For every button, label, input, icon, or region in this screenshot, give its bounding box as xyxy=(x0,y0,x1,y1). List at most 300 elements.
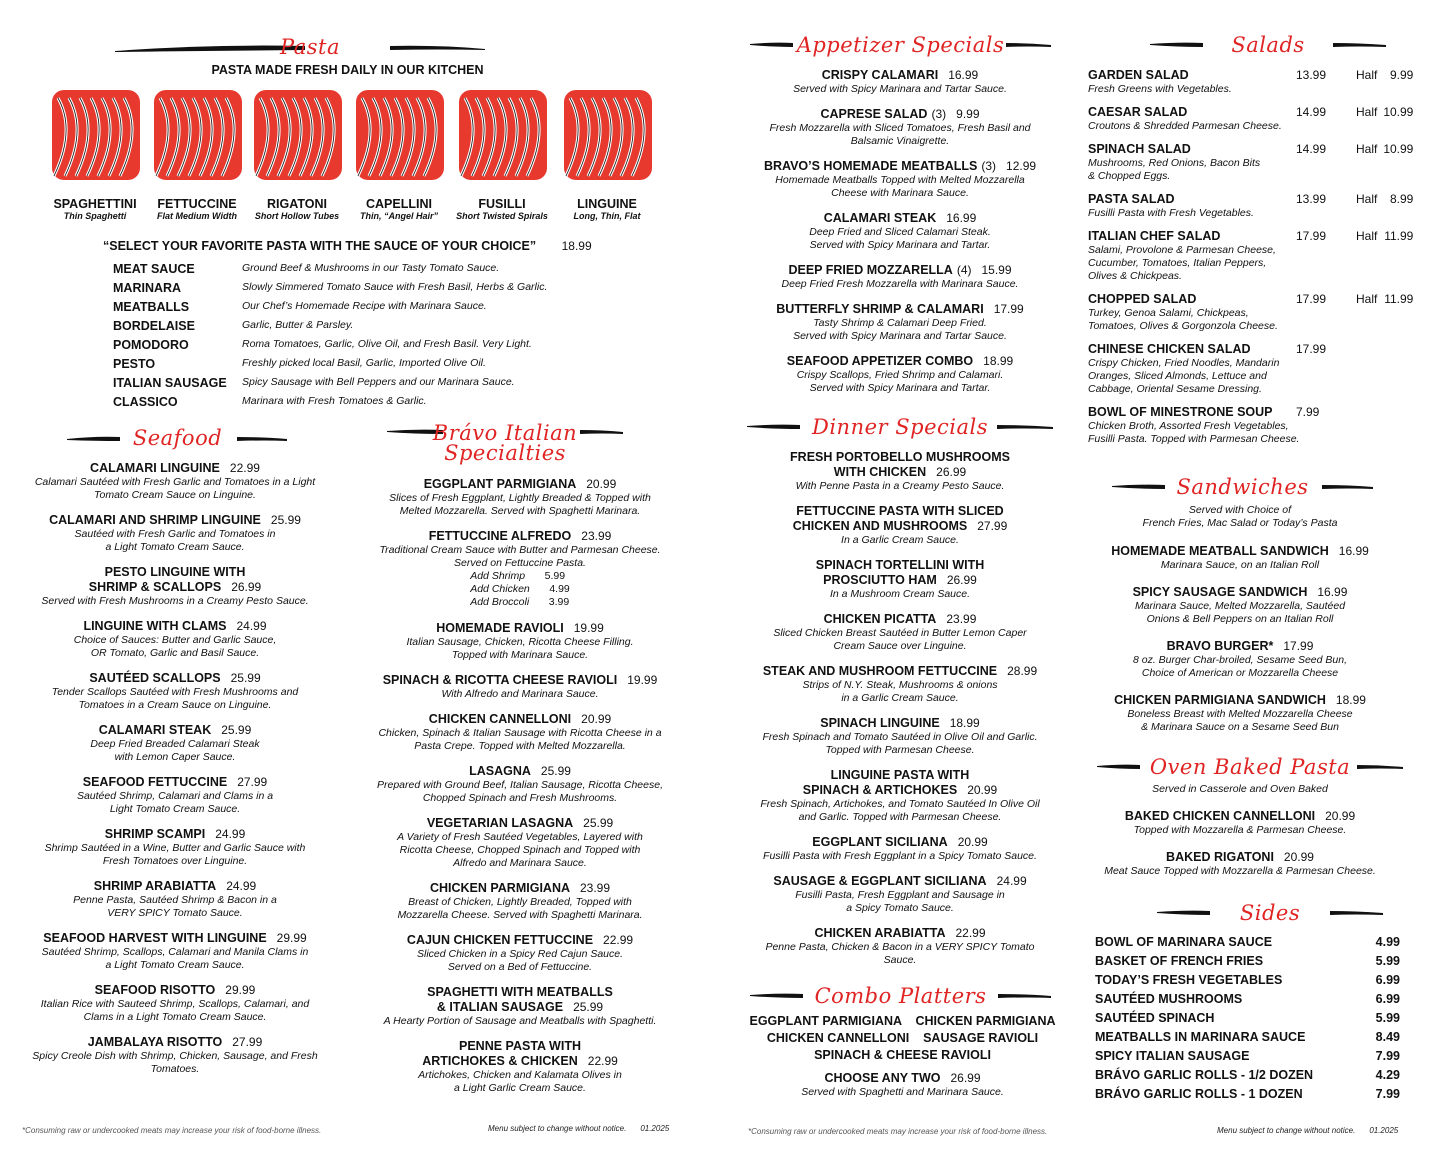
item-desc: Ricotta Cheese, Chopped Spinach and Topped with xyxy=(399,844,641,856)
item-desc: Deep Fried Breaded Calamari Steak xyxy=(90,738,260,750)
item-name: EGGPLANT PARMIGIANA 20.99 xyxy=(423,477,617,491)
half-price: Half 10.99 xyxy=(1356,105,1414,119)
menu-item xyxy=(740,302,1060,343)
sauce-name: PESTO xyxy=(113,357,156,371)
item-desc: Cheese with Marinara Sauce. xyxy=(831,187,969,199)
item-name: LINGUINE WITH CLAMS 24.99 xyxy=(83,619,267,633)
side-price: 6.99 xyxy=(1375,973,1400,987)
item-desc: Chopped Spinach and Fresh Mushrooms. xyxy=(422,792,618,804)
item-desc: Mozzarella Cheese. Served with Spaghetti Marinara. xyxy=(397,909,643,921)
item-name: SPINACH & RICOTTA CHEESE RAVIOLI 19.99 xyxy=(382,673,658,687)
section-title: Brávo Italian xyxy=(432,421,578,445)
menu-item xyxy=(740,612,1060,653)
item-name: PASTA SALAD xyxy=(1088,192,1175,206)
item-name: SHRIMP SCAMPI 24.99 xyxy=(104,827,246,841)
sauce-desc: Roma Tomatoes, Garlic, Olive Oil, and Fresh Basil. Very Light. xyxy=(242,338,532,350)
side-row xyxy=(1095,1009,1400,1028)
side-name: TODAY’S FRESH VEGETABLES xyxy=(1095,973,1283,987)
item-price: 20.99 xyxy=(1283,850,1314,864)
item-price: 14.99 xyxy=(1296,142,1327,156)
item-desc: Choice of Sauces: Butter and Garlic Sauce, xyxy=(73,634,277,646)
menu-item xyxy=(355,1039,685,1095)
item-price: 28.99 xyxy=(1007,664,1038,678)
side-name: SPICY ITALIAN SAUSAGE xyxy=(1095,1049,1250,1063)
item-desc: Strips of N.Y. Steak, Mushrooms & onions xyxy=(802,679,998,691)
side-name: BRÁVO GARLIC ROLLS - 1 DOZEN xyxy=(1095,1087,1303,1101)
item-price: 9.99 xyxy=(956,107,980,121)
menu-item xyxy=(15,983,335,1024)
combo-choose-desc: Served with Spaghetti and Marinara Sauce. xyxy=(801,1086,1004,1098)
item-desc: Homemade Meatballs Topped with Melted Mozzarella xyxy=(775,174,1025,186)
side-name: BRÁVO GARLIC ROLLS - 1/2 DOZEN xyxy=(1095,1068,1314,1082)
footer-consume-2: *Consuming raw or undercooked meats may increase your risk of food-borne illness. xyxy=(748,1127,1048,1136)
pasta-type-name: LINGUINE xyxy=(577,197,637,211)
item-desc: Fusilli Pasta with Fresh Vegetables. xyxy=(1088,207,1254,219)
sauce-row xyxy=(113,279,547,298)
item-desc: With Alfredo and Marinara Sauce. xyxy=(441,688,599,700)
item-price: 7.99 xyxy=(1296,405,1320,419)
item-name: GARDEN SALAD xyxy=(1088,68,1189,82)
side-row xyxy=(1095,1047,1400,1066)
side-row xyxy=(1095,971,1400,990)
item-name: BOWL OF MINESTRONE SOUP xyxy=(1088,405,1273,419)
menu-item xyxy=(355,881,685,922)
menu-item xyxy=(740,874,1060,915)
pasta-type-desc: Thin, “Angel Hair” xyxy=(359,211,438,221)
item-desc: Fresh Spinach, Artichokes, and Tomato Sautéed In Olive Oil xyxy=(760,798,1040,810)
item-price: 17.99 xyxy=(1283,639,1314,653)
section-title: Pasta xyxy=(280,35,340,59)
pasta-type-desc: Short Hollow Tubes xyxy=(254,211,340,221)
sauce-name: POMODORO xyxy=(113,338,189,352)
item-price: 23.99 xyxy=(946,612,977,626)
item-name: BRAVO’S HOMEMADE MEATBALLS (3) 12.99 xyxy=(763,159,1037,173)
menu-item xyxy=(355,673,685,701)
item-desc: Breast of Chicken, Lightly Breaded, Topped with xyxy=(408,896,632,908)
salad-item xyxy=(1088,142,1418,183)
item-price: 20.99 xyxy=(967,783,998,797)
footer-consume: *Consuming raw or undercooked meats may increase your risk of food-borne illness. xyxy=(22,1126,322,1135)
item-desc: Boneless Breast with Melted Mozzarella Cheese xyxy=(1127,708,1353,720)
side-row xyxy=(1095,1028,1400,1047)
dinner-list xyxy=(740,450,1060,978)
item-desc: Spicy Creole Dish with Shrimp, Chicken, Sausage, and Fresh xyxy=(32,1050,318,1062)
item-price: 17.99 xyxy=(1296,229,1327,243)
item-name: FETTUCCINE PASTA WITH SLICED CHICKEN AND MUSHROOMS 27.99 xyxy=(792,504,1008,533)
select-line xyxy=(103,239,592,253)
section-title: Appetizer Specials xyxy=(796,33,1005,57)
pasta-type xyxy=(242,197,352,221)
item-price: 17.99 xyxy=(1296,342,1327,356)
side-name: BOWL OF MARINARA SAUCE xyxy=(1095,935,1273,949)
side-row xyxy=(1095,1066,1400,1085)
item-count: (3) xyxy=(931,107,947,121)
item-name: CAJUN CHICKEN FETTUCCINE 22.99 xyxy=(406,933,634,947)
item-name: SAUSAGE & EGGPLANT SICILIANA 24.99 xyxy=(773,874,1027,888)
sauce-row xyxy=(113,317,547,336)
side-price: 4.99 xyxy=(1375,935,1400,949)
item-price: 17.99 xyxy=(1296,292,1327,306)
item-name: SEAFOOD RISOTTO 29.99 xyxy=(94,983,256,997)
menu-item xyxy=(355,764,685,805)
item-desc: Cabbage, Oriental Sesame Dressing. xyxy=(1088,383,1262,395)
appetizer-header xyxy=(748,30,1053,60)
half-price: Half 10.99 xyxy=(1356,142,1414,156)
sauce-name: MEAT SAUCE xyxy=(113,262,195,276)
menu-item xyxy=(1080,693,1400,734)
seafood-header xyxy=(65,423,290,453)
menu-item xyxy=(740,450,1060,493)
footer-notice-2: Menu subject to change without notice. 01.2025 xyxy=(1217,1126,1399,1135)
item-desc: Prepared with Ground Beef, Italian Sausage, Ricotta Cheese, xyxy=(376,779,663,791)
item-name: SHRIMP ARABIATTA 24.99 xyxy=(93,879,257,893)
item-name: CHICKEN PARMIGIANA 23.99 xyxy=(429,881,611,895)
item-desc: Crispy Chicken, Fried Noodles, Mandarin xyxy=(1088,357,1280,369)
item-price: 25.99 xyxy=(221,723,252,737)
sauce-name: MEATBALLS xyxy=(113,300,190,314)
sauce-name: BORDELAISE xyxy=(113,319,195,333)
item-name: SEAFOOD APPETIZER COMBO 18.99 xyxy=(786,354,1014,368)
side-name: BASKET OF FRENCH FRIES xyxy=(1095,954,1264,968)
item-desc: Meat Sauce Topped with Mozzarella & Parmesan Cheese. xyxy=(1104,865,1376,877)
item-name: CALAMARI STEAK 25.99 xyxy=(98,723,252,737)
item-name: LASAGNA 25.99 xyxy=(469,764,571,778)
footer-notice: Menu subject to change without notice. 01.2025 xyxy=(488,1124,670,1133)
item-desc: Salami, Provolone & Parmesan Cheese, xyxy=(1088,244,1276,256)
item-price: 18.99 xyxy=(1335,693,1366,707)
item-name: VEGETARIAN LASAGNA 25.99 xyxy=(426,816,614,830)
item-price: 25.99 xyxy=(270,513,301,527)
addon-row: Add Chicken 4.99 xyxy=(470,583,570,595)
side-name: MEATBALLS IN MARINARA SAUCE xyxy=(1095,1030,1306,1044)
item-desc: Melted Mozzarella. Served with Spaghetti Marinara. xyxy=(399,505,641,517)
item-price: 24.99 xyxy=(215,827,246,841)
addon-list xyxy=(470,570,570,609)
specialties-header xyxy=(385,418,625,468)
menu-item xyxy=(740,926,1060,967)
item-name: LINGUINE PASTA WITH SPINACH & ARTICHOKES 20.99 xyxy=(802,768,998,797)
seafood-list xyxy=(15,461,335,1087)
item-name: CAESAR SALAD xyxy=(1088,105,1188,119)
combo-line: EGGPLANT PARMIGIANA CHICKEN PARMIGIANA xyxy=(749,1014,1056,1028)
menu-item xyxy=(740,664,1060,705)
item-price: 13.99 xyxy=(1296,192,1327,206)
item-name: ITALIAN CHEF SALAD xyxy=(1088,229,1221,243)
salad-item xyxy=(1088,229,1418,283)
menu-item xyxy=(15,723,335,764)
capellini-icon xyxy=(352,90,447,180)
side-row xyxy=(1095,1085,1400,1104)
item-desc: a Light Garlic Cream Sauce. xyxy=(454,1082,586,1094)
item-desc: Mushrooms, Red Onions, Bacon Bits xyxy=(1088,157,1261,169)
side-price: 7.99 xyxy=(1375,1087,1400,1101)
menu-item xyxy=(15,879,335,920)
item-name: SPAGHETTI WITH MEATBALLS & ITALIAN SAUSAGE 25.99 xyxy=(427,985,613,1014)
item-desc: Oranges, Sliced Almonds, Lettuce and xyxy=(1088,370,1267,382)
rigatoni-icon xyxy=(250,90,345,180)
menu-item xyxy=(15,461,335,502)
item-desc: Fresh Mozzarella with Sliced Tomatoes, Fresh Basil and xyxy=(769,122,1031,134)
sandwich-intro: Served with Choice of French Fries, Mac Salad or Today’s Pasta xyxy=(1142,504,1338,529)
item-desc: Alfredo and Marinara Sauce. xyxy=(453,857,587,869)
item-price: 14.99 xyxy=(1296,105,1327,119)
item-desc: & Marinara Sauce on a Sesame Seed Bun xyxy=(1141,721,1339,733)
item-price: 27.99 xyxy=(232,1035,263,1049)
item-name: CHOPPED SALAD xyxy=(1088,292,1197,306)
item-desc: Tomatoes in a Cream Sauce on Linguine. xyxy=(78,699,272,711)
select-price: 18.99 xyxy=(561,239,592,253)
item-name: BUTTERFLY SHRIMP & CALAMARI 17.99 xyxy=(776,302,1024,316)
item-price: 24.99 xyxy=(226,879,257,893)
item-price: 19.99 xyxy=(627,673,658,687)
sauce-desc: Ground Beef & Mushrooms in our Tasty Tomato Sauce. xyxy=(242,262,500,274)
side-row xyxy=(1095,933,1400,952)
menu-item xyxy=(15,775,335,816)
item-desc: Deep Fried and Sliced Calamari Steak. xyxy=(809,226,991,238)
sauce-row xyxy=(113,336,547,355)
item-price: 20.99 xyxy=(957,835,988,849)
half-price: Half 8.99 xyxy=(1356,192,1414,206)
item-desc: Shrimp Sautéed in a Wine, Butter and Garlic Sauce with xyxy=(44,842,306,854)
item-desc: Tomato Cream Sauce on Linguine. xyxy=(94,489,256,501)
item-desc: Served on a Bed of Fettuccine. xyxy=(447,961,593,973)
item-desc: Chicken, Spinach & Italian Sausage with Ricotta Cheese in a xyxy=(378,727,662,739)
item-desc: Choice of American or Mozzarella Cheese xyxy=(1141,667,1339,679)
section-title: Dinner Specials xyxy=(812,415,988,439)
menu-item xyxy=(1080,809,1400,837)
salad-list xyxy=(1088,68,1418,455)
pasta-type-desc: Long, Thin, Flat xyxy=(573,211,641,221)
sauce-desc: Garlic, Butter & Parsley. xyxy=(242,319,354,331)
pasta-type-name: SPAGHETTINI xyxy=(53,197,137,211)
section-title: Sides xyxy=(1239,901,1301,925)
item-price: 22.99 xyxy=(603,933,634,947)
item-name: CHINESE CHICKEN SALAD xyxy=(1088,342,1251,356)
menu-item xyxy=(355,712,685,753)
sauce-desc: Marinara with Fresh Tomatoes & Garlic. xyxy=(242,395,427,407)
item-desc: Deep Fried Fresh Mozzarella with Marinara Sauce. xyxy=(781,278,1019,290)
section-title: Seafood xyxy=(132,426,223,450)
item-desc: Traditional Cream Sauce with Butter and Parmesan Cheese. xyxy=(379,544,661,556)
side-price: 8.49 xyxy=(1375,1030,1400,1044)
item-desc: a Light Tomato Cream Sauce. xyxy=(105,959,245,971)
salad-item xyxy=(1088,405,1418,446)
sides-list xyxy=(1095,933,1400,1104)
pasta-type xyxy=(447,197,557,221)
pasta-type xyxy=(142,197,252,221)
item-desc: Marinara Sauce, on an Italian Roll xyxy=(1160,559,1320,571)
item-desc: Tomatoes, Olives & Gorgonzola Cheese. xyxy=(1088,320,1278,332)
item-price: 26.99 xyxy=(946,573,977,587)
menu-item xyxy=(1080,850,1400,878)
item-desc: Sauce. xyxy=(883,954,917,966)
item-desc: Fresh Greens with Vegetables. xyxy=(1088,83,1232,95)
item-desc: Served on Fettuccine Pasta. xyxy=(454,557,586,569)
item-desc: Served with Spicy Marinara and Tartar. xyxy=(809,239,991,251)
item-desc: Sautéed with Fresh Garlic and Tomatoes in xyxy=(74,528,276,540)
sauce-desc: Our Chef’s Homemade Recipe with Marinara Sauce. xyxy=(242,300,487,312)
sauce-row xyxy=(113,355,547,374)
item-desc: Penne Pasta, Chicken & Bacon in a VERY SPICY Tomato xyxy=(765,941,1035,953)
item-price: 23.99 xyxy=(580,881,611,895)
item-price: 24.99 xyxy=(996,874,1027,888)
item-name: JAMBALAYA RISOTTO 27.99 xyxy=(87,1035,263,1049)
item-name: BRAVO BURGER* 17.99 xyxy=(1166,639,1314,653)
menu-item xyxy=(355,933,685,974)
item-name: CALAMARI STEAK 16.99 xyxy=(823,211,977,225)
pasta-type-name: CAPELLINI xyxy=(366,197,432,211)
item-price: 26.99 xyxy=(936,465,967,479)
item-name: CHICKEN CANNELLONI 20.99 xyxy=(428,712,612,726)
fettuccine-icon xyxy=(150,90,245,180)
item-desc: Crispy Scallops, Fried Shrimp and Calamari. xyxy=(796,369,1004,381)
item-price: 16.99 xyxy=(948,68,979,82)
menu-item xyxy=(740,107,1060,148)
item-desc: Slices of Fresh Eggplant, Lightly Breaded & Topped with xyxy=(389,492,651,504)
item-desc: A Variety of Fresh Sautéed Vegetables, Layered with xyxy=(397,831,643,843)
item-desc: VERY SPICY Tomato Sauce. xyxy=(107,907,243,919)
item-name: CHICKEN ARABIATTA 22.99 xyxy=(814,926,986,940)
half-price: Half 11.99 xyxy=(1356,292,1414,306)
item-price: 19.99 xyxy=(573,621,604,635)
item-desc: Topped with Marinara Sauce. xyxy=(451,649,589,661)
item-name: EGGPLANT SICILIANA 20.99 xyxy=(812,835,988,849)
item-price: 20.99 xyxy=(581,712,612,726)
item-price: 22.99 xyxy=(955,926,986,940)
item-desc: Sautéed Shrimp, Scallops, Calamari and Manila Clams in xyxy=(41,946,309,958)
menu-item xyxy=(1080,585,1400,626)
addon-row: Add Shrimp 5.99 xyxy=(470,570,566,582)
item-name: DEEP FRIED MOZZARELLA (4) 15.99 xyxy=(788,263,1012,277)
item-name: HOMEMADE RAVIOLI 19.99 xyxy=(436,621,604,635)
item-desc: Penne Pasta, Sautéed Shrimp & Bacon in a xyxy=(73,894,277,906)
item-count: (3) xyxy=(981,159,997,173)
item-desc: Calamari Sautéed with Fresh Garlic and Tomatoes in a Light xyxy=(34,476,316,488)
item-desc: Turkey, Genoa Salami, Chickpeas, xyxy=(1088,307,1249,319)
menu-item xyxy=(355,985,685,1028)
item-name: CHICKEN PICATTA 23.99 xyxy=(823,612,977,626)
menu-item xyxy=(15,931,335,972)
item-price: 25.99 xyxy=(540,764,571,778)
salad-item xyxy=(1088,68,1418,96)
item-desc: Tasty Shrimp & Calamari Deep Fried. xyxy=(813,317,987,329)
pasta-type-name: RIGATONI xyxy=(267,197,327,211)
side-price: 4.29 xyxy=(1375,1068,1400,1082)
side-price: 6.99 xyxy=(1375,992,1400,1006)
pasta-type-desc: Flat Medium Width xyxy=(157,211,237,221)
pasta-subtitle: PASTA MADE FRESH DAILY IN OUR KITCHEN xyxy=(211,63,484,77)
item-desc: a Light Tomato Cream Sauce. xyxy=(105,541,245,553)
section-title: Sandwiches xyxy=(1176,475,1309,499)
item-name: BAKED RIGATONI 20.99 xyxy=(1166,850,1314,864)
item-price: 12.99 xyxy=(1006,159,1037,173)
side-price: 5.99 xyxy=(1375,1011,1400,1025)
menu-item xyxy=(740,835,1060,863)
item-count: (4) xyxy=(956,263,972,277)
side-price: 5.99 xyxy=(1375,954,1400,968)
section-title-line2: Specialties xyxy=(444,441,566,465)
item-desc: Italian Rice with Sauteed Shrimp, Scallops, Calamari, and xyxy=(40,998,310,1010)
combo-header xyxy=(748,981,1053,1011)
salad-item xyxy=(1088,292,1418,333)
item-desc: Marinara Sauce, Melted Mozzarella, Sautéed xyxy=(1134,600,1346,612)
menu-item xyxy=(355,477,685,518)
pasta-type xyxy=(552,197,662,221)
item-desc: Onions & Bell Peppers on an Italian Roll xyxy=(1146,613,1334,625)
sauce-name: MARINARA xyxy=(113,281,182,295)
item-desc: Cucumber, Tomatoes, Italian Peppers, xyxy=(1088,257,1267,269)
sauce-name: CLASSICO xyxy=(113,395,178,409)
item-price: 29.99 xyxy=(225,983,256,997)
spaghettini-icon xyxy=(48,90,143,180)
item-desc: Olives & Chickpeas. xyxy=(1088,270,1182,282)
item-price: 24.99 xyxy=(236,619,267,633)
item-name: PESTO LINGUINE WITH SHRIMP & SCALLOPS 26.99 xyxy=(88,565,262,594)
sandwich-list xyxy=(1080,504,1400,747)
item-desc: & Chopped Eggs. xyxy=(1088,170,1171,182)
item-desc: Fusilli Pasta with Fresh Eggplant in a Spicy Tomato Sauce. xyxy=(763,850,1037,862)
half-price: Half 9.99 xyxy=(1356,68,1414,82)
item-price: 16.99 xyxy=(1317,585,1348,599)
menu-item xyxy=(740,159,1060,200)
item-desc: Fusilli Pasta. Topped with Parmesan Cheese. xyxy=(1088,433,1300,445)
combo-choose: CHOOSE ANY TWO 26.99 xyxy=(824,1071,981,1085)
item-name: SPINACH TORTELLINI WITH PROSCIUTTO HAM 26.99 xyxy=(815,558,985,587)
menu-item xyxy=(1080,639,1400,680)
item-name: BAKED CHICKEN CANNELLONI 20.99 xyxy=(1124,809,1356,823)
item-price: 16.99 xyxy=(1338,544,1369,558)
item-price: 16.99 xyxy=(946,211,977,225)
sauce-list xyxy=(113,260,547,412)
item-price: 13.99 xyxy=(1296,68,1327,82)
item-desc: Topped with Parmesan Cheese. xyxy=(825,744,975,756)
item-desc: Served with Spicy Marinara and Tartar Sauce. xyxy=(793,83,1007,95)
sauce-row xyxy=(113,298,547,317)
sauce-row xyxy=(113,393,547,412)
menu-item xyxy=(740,263,1060,291)
menu-item xyxy=(740,68,1060,96)
item-price: 23.99 xyxy=(581,529,612,543)
side-name: SAUTÉED MUSHROOMS xyxy=(1095,992,1243,1006)
item-desc: Tender Scallops Sautéed with Fresh Mushrooms and xyxy=(51,686,299,698)
menu-item xyxy=(355,529,685,610)
item-desc: Tomatoes. xyxy=(150,1063,200,1075)
item-desc: 8 oz. Burger Char-broiled, Sesame Seed Bun, xyxy=(1132,654,1347,666)
item-name: SEAFOOD HARVEST WITH LINGUINE 29.99 xyxy=(43,931,307,945)
salad-item xyxy=(1088,192,1418,220)
side-name: SAUTÉED SPINACH xyxy=(1095,1011,1215,1025)
item-desc: Croutons & Shredded Parmesan Cheese. xyxy=(1088,120,1282,132)
item-price: 25.99 xyxy=(583,816,614,830)
side-price: 7.99 xyxy=(1375,1049,1400,1063)
item-desc: Chicken Broth, Assorted Fresh Vegetables, xyxy=(1088,420,1289,432)
pasta-type xyxy=(344,197,454,221)
sauce-desc: Spicy Sausage with Bell Peppers and our Marinara Sauce. xyxy=(242,376,515,388)
menu-item xyxy=(740,768,1060,824)
addon-row: Add Broccoli 3.99 xyxy=(470,596,570,608)
item-desc: Italian Sausage, Chicken, Ricotta Cheese Filling. xyxy=(406,636,634,648)
item-price: 18.99 xyxy=(983,354,1014,368)
item-name: PENNE PASTA WITH ARTICHOKES & CHICKEN 22.99 xyxy=(422,1039,618,1068)
item-name: HOMEMADE MEATBALL SANDWICH 16.99 xyxy=(1111,544,1369,558)
item-desc: In a Garlic Cream Sauce. xyxy=(841,534,959,546)
item-name: SAUTÉED SCALLOPS 25.99 xyxy=(89,671,261,685)
item-price: 27.99 xyxy=(237,775,268,789)
dinner-header xyxy=(745,412,1055,442)
item-name: FETTUCCINE ALFREDO 23.99 xyxy=(428,529,612,543)
menu-item xyxy=(740,211,1060,252)
item-desc: Served with Fresh Mushrooms in a Creamy Pesto Sauce. xyxy=(41,595,309,607)
